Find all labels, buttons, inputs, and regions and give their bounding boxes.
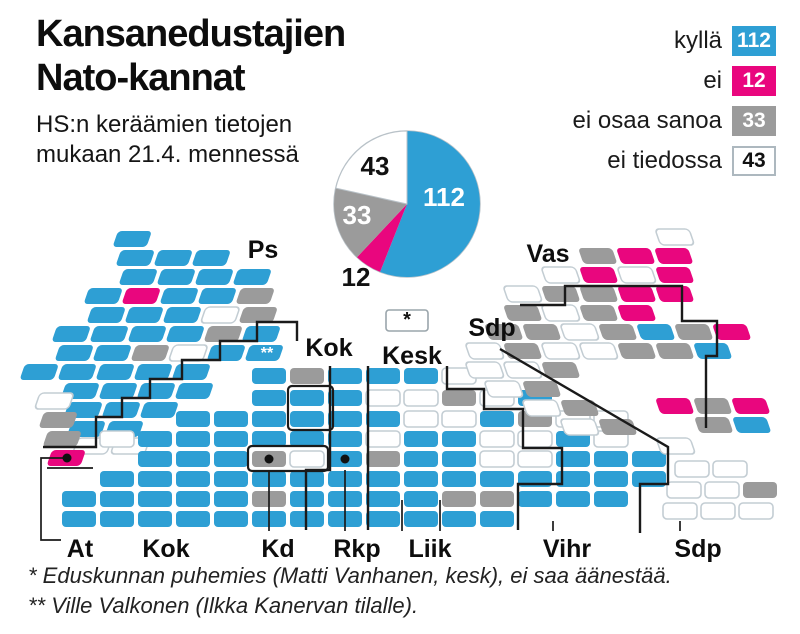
seat [86, 307, 126, 323]
seat [617, 343, 657, 359]
seat [675, 461, 709, 477]
seat [214, 431, 248, 447]
seat [480, 431, 514, 447]
seat [632, 451, 666, 467]
seat [83, 288, 123, 304]
legend-value-badge: 33 [732, 106, 776, 136]
legend [573, 26, 776, 186]
seat [290, 411, 324, 427]
footnote-2: ** Ville Valkonen (Ilkka Kanervan tilalle). [28, 593, 419, 618]
seat [214, 471, 248, 487]
seat [404, 491, 438, 507]
pie-value-label: 43 [360, 151, 390, 181]
substitute-marker: ** [260, 345, 274, 362]
seat [54, 345, 94, 361]
seat [598, 324, 638, 340]
seat [133, 364, 173, 380]
seat [203, 326, 243, 342]
party-label-ps: Ps [247, 236, 279, 264]
seat [518, 451, 552, 467]
seat [366, 368, 400, 384]
seat [191, 250, 231, 266]
seat [366, 451, 400, 467]
seat [578, 248, 618, 264]
seat [62, 491, 96, 507]
seat [636, 324, 676, 340]
seat [480, 471, 514, 487]
title-line1: Kansanedustajien [36, 13, 346, 55]
seat [290, 451, 324, 467]
seat [442, 451, 476, 467]
seat [176, 491, 210, 507]
party-label-vas: Vas [526, 240, 570, 268]
seat [594, 491, 628, 507]
seat [130, 345, 170, 361]
seat [238, 307, 278, 323]
seat [442, 511, 476, 527]
subtitle-line1: HS:n keräämien tietojen [36, 111, 293, 138]
seat [241, 326, 281, 342]
seat [732, 417, 772, 433]
seat [19, 364, 59, 380]
party-label-vihr: Vihr [542, 535, 592, 563]
seat [442, 431, 476, 447]
seat [617, 267, 657, 283]
pointer-line [41, 458, 64, 540]
seat [522, 381, 562, 397]
seat [139, 402, 179, 418]
seat [560, 324, 600, 340]
seat [214, 451, 248, 467]
seat [42, 431, 82, 447]
seat [51, 326, 91, 342]
seat [165, 326, 205, 342]
seat [200, 307, 240, 323]
seat [328, 368, 362, 384]
legend-label: ei tiedossa [607, 147, 722, 174]
seat [731, 398, 771, 414]
seat [252, 390, 286, 406]
seat [206, 345, 246, 361]
pointer-dot [341, 455, 350, 464]
party-label-sdp: Sdp [468, 314, 516, 342]
seat [138, 431, 172, 447]
seat [594, 451, 628, 467]
legend-row-ei [573, 66, 776, 96]
seat [579, 267, 619, 283]
seat [480, 491, 514, 507]
seat [663, 503, 697, 519]
seat [136, 383, 176, 399]
seat [518, 491, 552, 507]
seat [115, 250, 155, 266]
seat [655, 398, 695, 414]
seat [655, 229, 695, 245]
seat [138, 491, 172, 507]
seat [503, 286, 543, 302]
seat [541, 343, 581, 359]
seat [743, 482, 777, 498]
footnotes [28, 561, 672, 621]
speaker-marker-asterisk: * [403, 309, 411, 331]
seat [404, 511, 438, 527]
seat [194, 269, 234, 285]
seat [118, 269, 158, 285]
seat [579, 343, 619, 359]
party-label-kok: Kok [305, 334, 353, 362]
legend-label: kyllä [673, 27, 722, 54]
seat [701, 503, 735, 519]
seat [617, 286, 657, 302]
seat [171, 364, 211, 380]
legend-row-ei-tiedossa [573, 146, 776, 176]
legend-value-badge: 12 [732, 66, 776, 96]
legend-label: ei osaa sanoa [572, 107, 722, 134]
seat [404, 411, 438, 427]
seat [616, 248, 656, 264]
seat [197, 288, 237, 304]
seat [235, 288, 275, 304]
seat [252, 411, 286, 427]
legend-row-kylla [573, 26, 776, 56]
seat [667, 482, 701, 498]
seat [112, 231, 152, 247]
seat [404, 431, 438, 447]
pie-value-label: 112 [423, 182, 465, 212]
seat [541, 286, 581, 302]
seat [159, 288, 199, 304]
seat [57, 364, 97, 380]
title-line2: Nato-kannat [36, 57, 245, 99]
party-label-kesk: Kesk [382, 342, 442, 370]
seat [442, 390, 476, 406]
pie-value-label: 33 [342, 200, 372, 230]
seat [480, 451, 514, 467]
subtitle-line2: mukaan 21.4. mennessä [36, 141, 299, 168]
seat [366, 431, 400, 447]
seat [232, 269, 272, 285]
seat [92, 345, 132, 361]
seat [655, 267, 695, 283]
seat [366, 511, 400, 527]
seat [739, 503, 773, 519]
seat [694, 417, 734, 433]
seat [162, 307, 202, 323]
seat [404, 471, 438, 487]
seat [465, 343, 505, 359]
seat [153, 250, 193, 266]
seat [705, 482, 739, 498]
seat [62, 511, 96, 527]
seat [176, 451, 210, 467]
seat [290, 431, 324, 447]
seat [290, 368, 324, 384]
seat [442, 491, 476, 507]
legend-value-badge: 43 [732, 146, 776, 176]
seat [89, 326, 129, 342]
seat [174, 383, 214, 399]
seat [617, 305, 657, 321]
seat [121, 288, 161, 304]
party-label-kd: Kd [261, 535, 295, 563]
seat [674, 324, 714, 340]
party-label-kok: Kok [142, 535, 190, 563]
seat [100, 491, 134, 507]
seat [100, 511, 134, 527]
seat [252, 368, 286, 384]
seat [366, 390, 400, 406]
seat [366, 411, 400, 427]
subtitle [36, 110, 299, 170]
seat [176, 471, 210, 487]
party-label-rkp: Rkp [333, 535, 381, 563]
seat [176, 411, 210, 427]
seat [176, 511, 210, 527]
seat [252, 431, 286, 447]
seat [579, 305, 619, 321]
legend-row-ei-osaa-sanoa [573, 106, 776, 136]
seat [95, 364, 135, 380]
seat [693, 398, 733, 414]
party-label-liik: Liik [408, 535, 452, 563]
seat [138, 471, 172, 487]
seat [404, 451, 438, 467]
seat [328, 431, 362, 447]
seat [465, 362, 505, 378]
pie-value-label: 12 [341, 262, 371, 292]
pointer-dot [265, 455, 274, 464]
seat [480, 411, 514, 427]
seat [34, 393, 74, 409]
legend-label: ei [703, 67, 722, 94]
seat [404, 390, 438, 406]
seat [541, 305, 581, 321]
seat [655, 343, 695, 359]
footnote-1: * Eduskunnan puhemies (Matti Vanhanen, kesk), ei saa äänestää. [28, 563, 672, 588]
seat [522, 324, 562, 340]
seat [713, 461, 747, 477]
seat [541, 267, 581, 283]
seat [366, 491, 400, 507]
seat [138, 511, 172, 527]
party-label-sdp: Sdp [674, 535, 722, 563]
seat [404, 368, 438, 384]
seat [214, 491, 248, 507]
seat [100, 431, 134, 447]
seat [214, 411, 248, 427]
party-label-at: At [66, 535, 94, 563]
seat [503, 343, 543, 359]
seat [214, 511, 248, 527]
seat [124, 307, 164, 323]
seat [560, 419, 600, 435]
seat [98, 383, 138, 399]
legend-value-badge: 112 [732, 26, 776, 56]
seat [442, 411, 476, 427]
seat [38, 412, 78, 428]
seat [480, 511, 514, 527]
seat [654, 248, 694, 264]
seat-group-left-wing [19, 231, 284, 466]
seat [442, 471, 476, 487]
seat [655, 286, 695, 302]
pointer-dot [63, 454, 72, 463]
seat [176, 431, 210, 447]
seat [484, 381, 524, 397]
seat [100, 471, 134, 487]
seat [127, 326, 167, 342]
seat [156, 269, 196, 285]
seat [656, 438, 696, 454]
seat [579, 286, 619, 302]
seat [556, 491, 590, 507]
seat [138, 451, 172, 467]
seat [522, 400, 562, 416]
page-title [36, 12, 345, 100]
seat [366, 471, 400, 487]
seat [290, 390, 324, 406]
seat [594, 471, 628, 487]
seat [168, 345, 208, 361]
seat-group-sdp-bottom [663, 461, 777, 519]
